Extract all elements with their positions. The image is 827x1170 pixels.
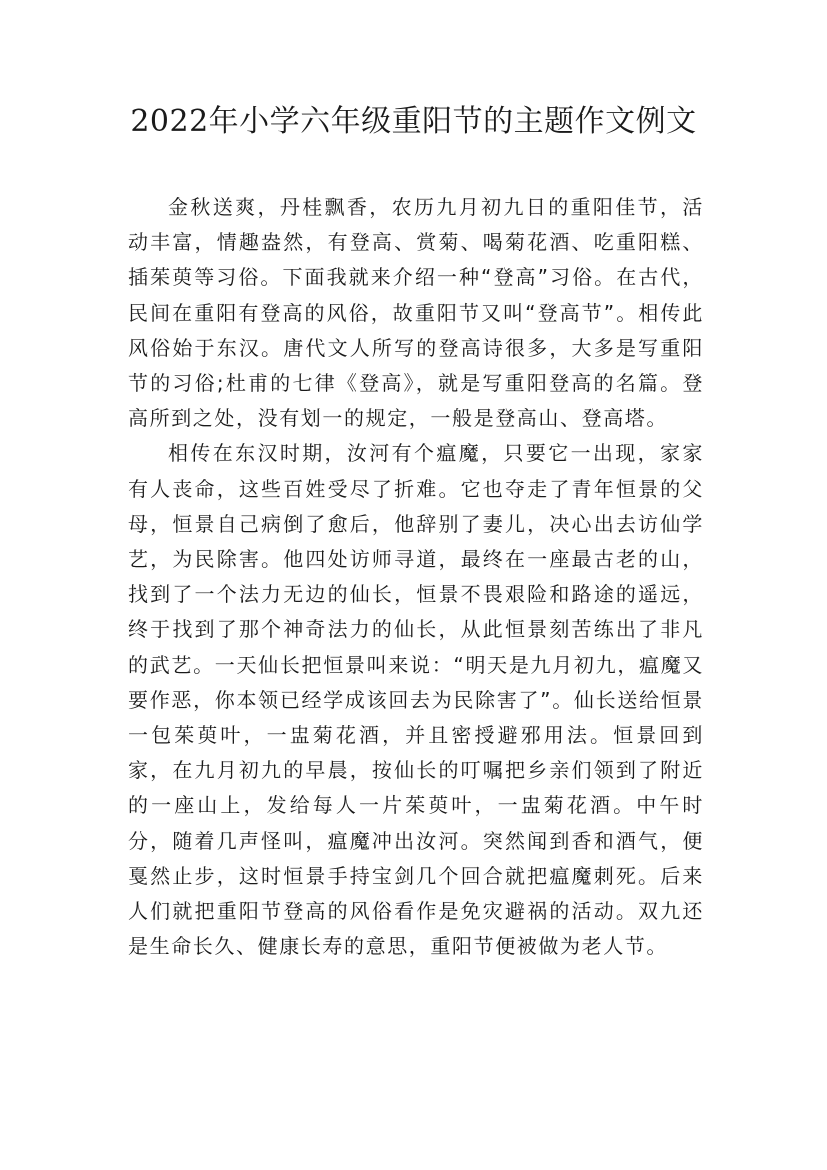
paragraph-1: 金秋送爽，丹桂飘香，农历九月初九日的重阳佳节，活动丰富，情趣盎然，有登高、赏菊、喝菊花酒、吃重阳糕、插茱萸等习俗。下面我就来介绍一种“登高”习俗。在古代，民间在重阳有登高的风俗，故重阳节又叫“登高节”。相传此风俗始于东汉。唐代文人所写的登高诗很多，大多是写重阳节的习俗;杜甫的七律《登高》，就是写重阳登高的名篇。登高所到之处，没有划一的规定，一般是登高山、登高塔。: [128, 195, 704, 431]
paragraph-2: 相传在东汉时期，汝河有个瘟魔，只要它一出现，家家有人丧命，这些百姓受尽了折难。它也夺走了青年恒景的父母，恒景自己病倒了愈后，他辞别了妻儿，决心出去访仙学艺，为民除害。他四处访师寻道，最终在一座最古老的山，找到了一个法力无边的仙长，恒景不畏艰险和路途的遥远，终于找到了那个神奇法力的仙长，从此恒景刻苦练出了非凡的武艺。一天仙长把恒景叫来说：“明天是九月初九，瘟魔又要作恶，你本领已经学成该回去为民除害了”。仙长送给恒景一包茱萸叶，一盅菊花酒，并且密授避邪用法。恒景回到家，在九月初九的早晨，按仙长的叮嘱把乡亲们领到了附近的一座山上，发给每人一片茱萸叶，一盅菊花酒。中午时分，随着几声怪叫，瘟魔冲出汝河。突然闻到香和酒气，便戛然止步，这时恒景手持宝剑几个回合就把瘟魔刺死。后来人们就把重阳节登高的风俗看作是免灾避祸的活动。双九还是生命长久、健康长寿的意思，重阳节便被做为老人节。: [128, 441, 704, 959]
document-body: [128, 190, 704, 964]
document-title: 2022年小学六年级重阳节的主题作文例文: [130, 104, 697, 139]
